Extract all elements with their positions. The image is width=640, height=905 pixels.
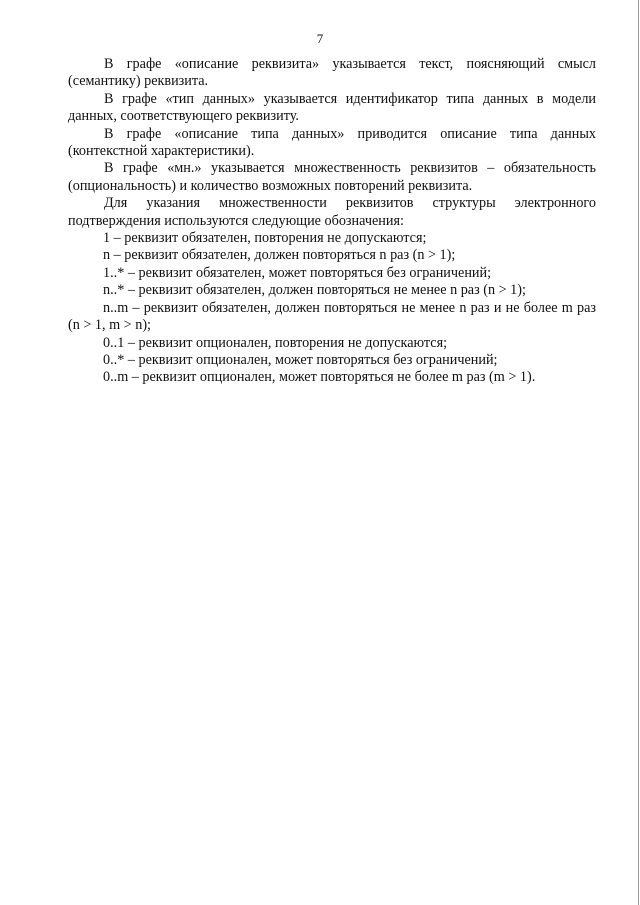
paragraph-data-type-description: В графе «описание типа данных» приводится описание типа данных (контекстной характеристики). [68, 125, 596, 160]
notation-item: 0..m – реквизит опционален, может повторяться не более m раз (m > 1). [103, 369, 536, 386]
document-body [68, 56, 596, 387]
notation-item: 1 – реквизит обязателен, повторения не допускаются; [103, 230, 427, 247]
paragraph-attribute-description: В графе «описание реквизита» указывается текст, поясняющий смысл (семантику) реквизита. [68, 56, 596, 90]
notation-item: 0..1 – реквизит опционален, повторения не допускаются; [103, 334, 448, 351]
notation-item: n – реквизит обязателен, должен повторяться n раз (n > 1); [103, 247, 456, 264]
paragraph-data-type: В графе «тип данных» указывается идентификатор типа данных в модели данных, соответствующего реквизиту. [68, 90, 596, 125]
page-edge-line [638, 0, 639, 905]
notation-item: 0..* – реквизит опционален, может повторяться без ограничений; [103, 351, 498, 368]
notation-item: n..* – реквизит обязателен, должен повторяться не менее n раз (n > 1); [103, 282, 526, 299]
notation-item: 1..* – реквизит обязателен, может повторяться без ограничений; [103, 264, 492, 281]
paragraph-notation-intro: Для указания множественности реквизитов структуры электронного подтверждения используются следующие обозначения: [68, 195, 596, 229]
paragraph-multiplicity: В графе «мн.» указывается множественность реквизитов – обязательность (опциональность) и количество возможных повторений реквизита. [68, 160, 596, 194]
page-number: 7 [316, 31, 324, 46]
notation-item: n..m – реквизит обязателен, должен повторяться не менее n раз и не более m раз (n > 1, m > n); [68, 299, 596, 334]
